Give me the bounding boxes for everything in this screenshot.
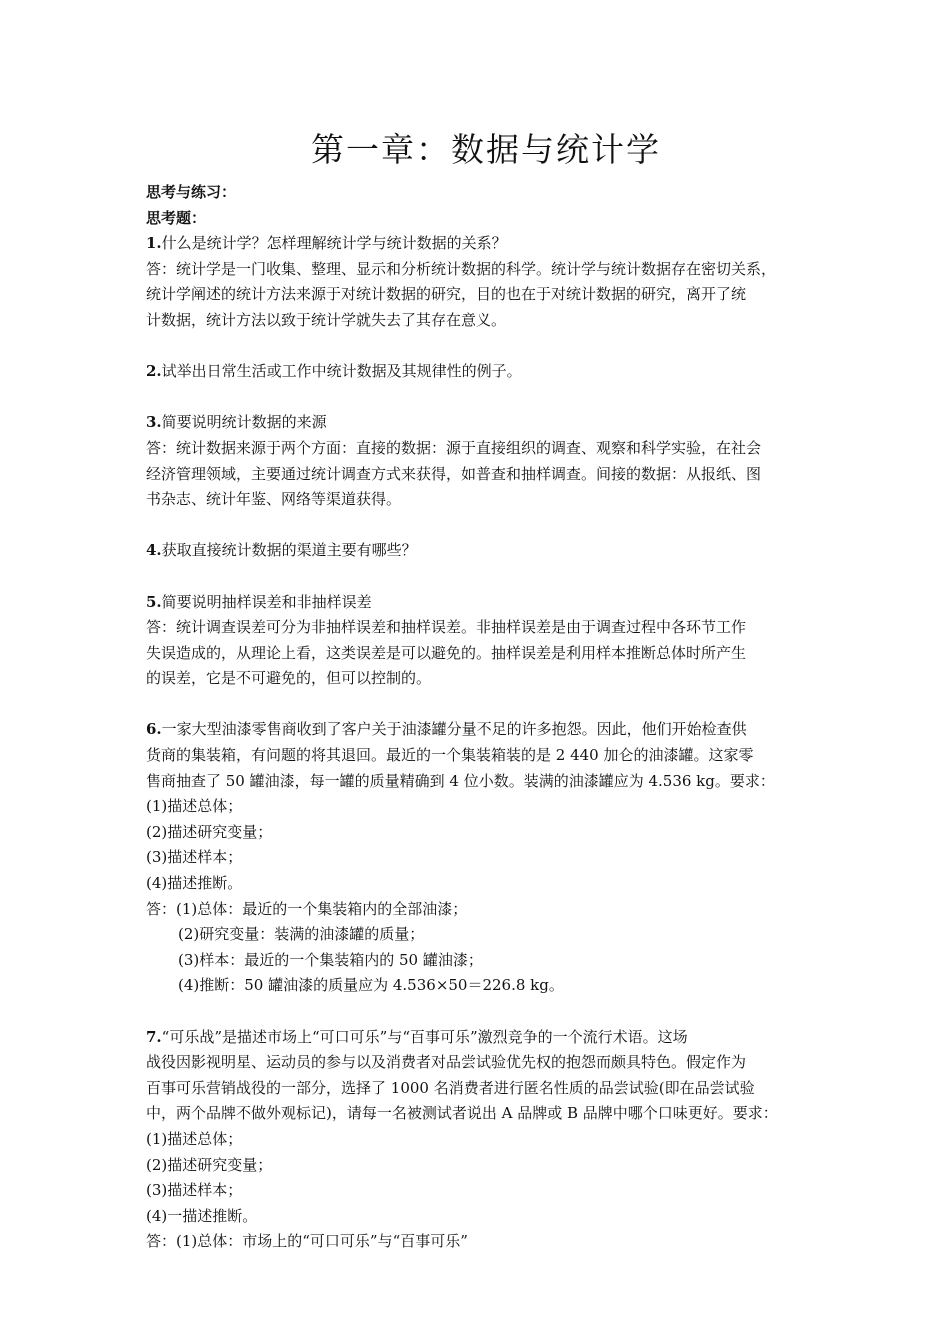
requirement-item: (1)描述总体； (146, 797, 243, 816)
question-number: 5. (146, 592, 162, 611)
answer-line: 答：统计数据来源于两个方面：直接的数据：源于直接组织的调查、观察和科学实验，在社会 (146, 438, 762, 457)
question-line: 货商的集装箱，有问题的将其退回。最近的一个集装箱装的是 2 440 加仑的油漆罐。这家零 (146, 746, 754, 765)
question-text: 简要说明抽样误差和非抽样误差 (161, 592, 372, 611)
answer-line: 失误造成的，从理论上看，这类误差是可以避免的。抽样误差是利用样本推断总体时所产生 (146, 643, 747, 662)
chapter-title: 第一章：数据与统计学 (311, 130, 661, 169)
question-line: 中，两个品牌不做外观标记)，请每一名被测试者说出 A 品牌或 B 品牌中哪个口味更好。要求： (146, 1104, 778, 1123)
answer-line: 答：(1)总体：最近的一个集装箱内的全部油漆； (146, 899, 468, 918)
answer-line: 的误差，它是不可避免的，但可以控制的。 (146, 669, 432, 688)
paragraph-gap (146, 385, 826, 411)
requirement-item: (3)描述样本； (146, 1181, 243, 1200)
question-text: “可乐战”是描述市场上“可口可乐”与“百事可乐”激烈竞争的一个流行术语。这场 (161, 1027, 688, 1046)
answer-line: 答：统计调查误差可分为非抽样误差和抽样误差。非抽样误差是由于调查过程中各环节工作 (146, 618, 747, 637)
answer-line: 书杂志、统计年鉴、网络等渠道获得。 (146, 490, 402, 509)
question-text: 一家大型油漆零售商收到了客户关于油漆罐分量不足的许多抱怨。因此，他们开始检查供 (161, 720, 747, 739)
question-3 (146, 410, 826, 436)
question-text: 什么是统计学？怎样理解统计学与统计数据的关系？ (161, 234, 507, 253)
paragraph-gap (146, 692, 826, 718)
requirement-item: (4)描述推断。 (146, 874, 243, 893)
answer-line: 计数据，统计方法以致于统计学就失去了其存在意义。 (146, 310, 507, 329)
paragraph-gap (146, 999, 826, 1025)
question-text: 简要说明统计数据的来源 (161, 413, 327, 432)
answer-line: 答：(1)总体：市场上的“可口可乐”与“百事可乐” (146, 1232, 468, 1251)
question-number: 7. (146, 1027, 162, 1046)
answer-line: (2)研究变量：装满的油漆罐的质量； (178, 925, 425, 944)
answer-line: 答：统计学是一门收集、整理、显示和分析统计数据的科学。统计学与统计数据存在密切关系， (146, 259, 777, 278)
requirement-item: (1)描述总体； (146, 1129, 243, 1148)
question-1 (146, 231, 826, 257)
paragraph-gap (146, 334, 826, 360)
paragraph-gap (146, 564, 826, 590)
requirement-item: (2)描述研究变量； (146, 1155, 273, 1174)
question-line: 售商抽查了 50 罐油漆，每一罐的质量精确到 4 位小数。装满的油漆罐应为 4.536 kg。要求： (146, 771, 775, 790)
question-7 (146, 1025, 826, 1051)
answer-line: (4)推断：50 罐油漆的质量应为 4.536×50＝226.8 kg。 (178, 976, 564, 995)
subsection-heading: 思考题： (146, 208, 207, 227)
question-number: 6. (146, 720, 162, 739)
question-line: 战役因影视明星、运动员的参与以及消费者对品尝试验优先权的抱怨而颇具特色。假定作为 (146, 1053, 747, 1072)
question-number: 1. (146, 234, 162, 253)
answer-line: (3)样本：最近的一个集装箱内的 50 罐油漆； (178, 950, 483, 969)
requirement-item: (3)描述样本； (146, 848, 243, 867)
section-heading: 思考与练习： (146, 183, 237, 201)
question-line: 百事可乐营销战役的一部分，选择了 1000 名消费者进行匿名性质的品尝试验(即在品尝试验 (146, 1078, 755, 1097)
answer-line: 经济管理领域，主要通过统计调查方式来获得，如普查和抽样调查。间接的数据：从报纸、图 (146, 464, 762, 483)
question-2 (146, 359, 826, 385)
question-4 (146, 538, 826, 564)
document-page (146, 128, 826, 1255)
requirement-item: (2)描述研究变量； (146, 822, 273, 841)
question-text: 试举出日常生活或工作中统计数据及其规律性的例子。 (161, 362, 522, 381)
question-6 (146, 717, 826, 743)
requirement-item: (4)一描述推断。 (146, 1206, 258, 1225)
question-5 (146, 590, 826, 616)
question-number: 2. (146, 362, 162, 381)
answer-line: 统计学阐述的统计方法来源于对统计数据的研究，目的也在于对统计数据的研究，离开了统 (146, 285, 747, 304)
question-number: 3. (146, 413, 162, 432)
question-text: 获取直接统计数据的渠道主要有哪些？ (161, 541, 417, 560)
question-number: 4. (146, 541, 162, 560)
paragraph-gap (146, 513, 826, 539)
